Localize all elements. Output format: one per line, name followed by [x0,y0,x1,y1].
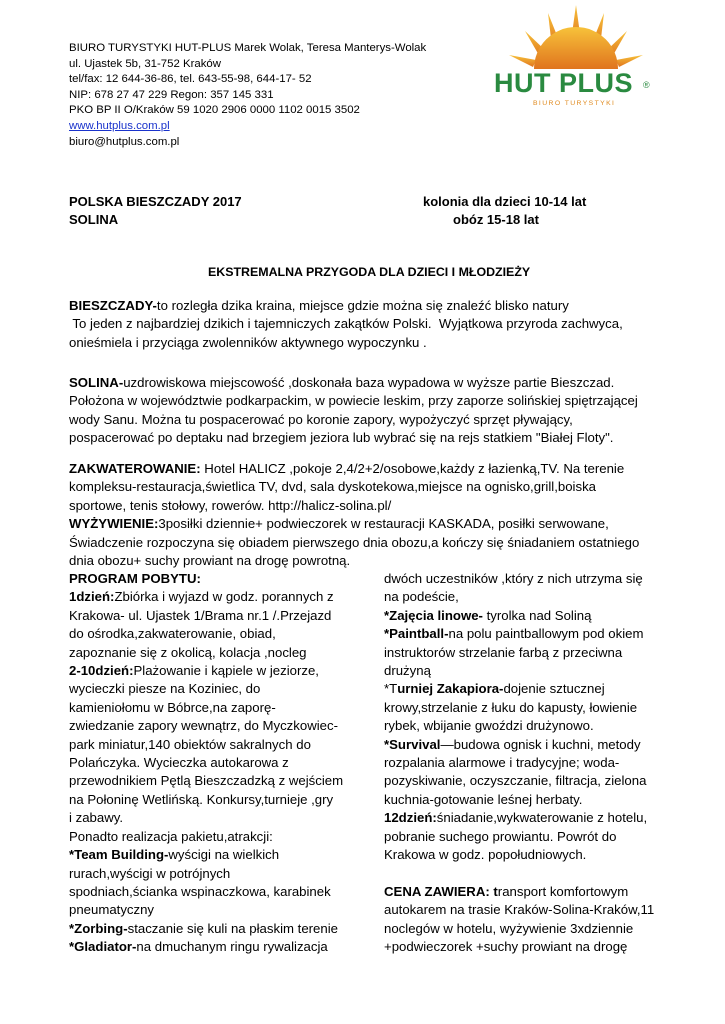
header-line: ul. Ujastek 5b, 31-752 Kraków [69,57,221,70]
text-line: noclegów w hotelu, wyżywienie 3xdziennie [384,920,634,936]
bieszczady-label: BIESZCZADY- [69,298,157,313]
trip-kolonia: kolonia dla dzieci 10-14 lat [423,194,587,209]
text-line: kuchnia-gotowanie leśnej herbaty. [384,791,583,807]
day-label: 2-10dzień: [69,663,134,679]
header-line: BIURO TURYSTYKI HUT-PLUS Marek Wolak, Teresa Manterys-Wolak [69,42,427,54]
header-line: PKO BP II O/Kraków 59 1020 2906 0000 1102 0015 3502 [69,104,360,117]
text-line: zapoznanie się z okolicą, kolacja ,nocleg [69,644,307,660]
text-line: Plażowanie i kąpiele w jeziorze, [133,663,319,679]
text-line: Zbiórka i wyjazd w godz. porannych z [114,589,334,605]
text-line: dwóch uczestników ,który z nich utrzyma się [384,571,643,586]
program-column [69,570,369,957]
text-line: instruktorów strzelanie farbą z przeciwna [384,644,623,660]
text-line: dnia obozu+ suchy prowiant na drogę powrotną. [69,553,351,569]
accommodation-label: ZAKWATEROWANIE: [69,461,201,476]
activity-label: *Zorbing- [69,920,128,936]
text-line: rurach,wyścigi w potrójnych [69,865,231,881]
text-line: to rozległa dzika kraina, miejsce gdzie można się znaleźć blisko natury [156,298,569,313]
text-line: pobranie suchego prowiantu. Powrót do [384,828,617,844]
header-line: NIP: 678 27 47 229 Regon: 357 145 331 [69,88,274,101]
price-label: CENA ZAWIERA: t [384,883,498,899]
text-line: na dmuchanym ringu rywalizacja [136,939,328,955]
day-label: 1dzień: [69,589,115,605]
email-text: biuro@hutplus.com.pl [69,135,180,148]
bieszczady-paragraph [69,297,669,352]
activity-label: *Zajęcia linowe- [384,607,483,623]
text-line: sportowe, tenis stołowy, rowerów. http://halicz-solina.pl/ [69,497,392,513]
text-line: dojenie sztucznej [503,681,605,697]
text-line: Krakowa w godz. popołudniowych. [384,847,587,863]
text-line: wycieczki piesze na Koziniec, do [69,681,261,697]
text-line: rybek, wbijanie gwoździ drużynowo. [384,718,594,734]
text-line: na polu paintballowym pod okiem [448,626,644,642]
text-line: kamieniołomu w Bóbrce,na zaporę- [69,699,276,715]
brand-subtitle: BIURO TURYSTYKI [533,100,616,107]
trip-location: SOLINA [69,212,119,227]
text-line: rozpalania alarmowe i tradycyjne; woda- [384,755,620,771]
text-line: kompleksu-restauracja,świetlica TV, dvd, sala dyskotekowa,miejsce na ognisko,grill,boiska [69,479,597,495]
text-line: *T [384,681,398,697]
text-line: 3posiłki dziennie+ podwieczorek w restauracji KASKADA, posiłki serwowane, [158,516,609,532]
text-line: do ośrodka,zakwaterowanie, obiad, [69,626,276,642]
text-line: To jeden z najbardziej dzikich i tajemniczych zakątków Polski. Wyjątkowa przyroda zachwyca, [69,316,623,332]
text-line: ransport komfortowym [497,883,629,899]
text-line: pozyskiwanie, oczyszczanie, filtracja, zielona [384,773,647,789]
text-line: onieśmiela i przyciąga zwolenników aktywnego wypoczynku . [69,334,427,350]
text-line: autokarem na trasie Kraków-Solina-Kraków,11 [384,902,655,918]
text-line: Krakowa- ul. Ujastek 1/Brama nr.1 /.Przejazd [69,607,332,623]
page-title: EKSTREMALNA PRZYGODA DLA DZIECI I MŁODZIEŻY [208,265,531,279]
text-line: Ponadto realizacja pakietu,atrakcji: [69,828,273,844]
activity-label: *Survival [384,736,441,752]
website-link[interactable]: www.hutplus.com.pl [69,119,170,132]
text-line: przewodnikiem Pętlą Bieszczadzką z wejściem [69,773,344,789]
header-line: tel/fax: 12 644-36-86, tel. 643-55-98, 644-17- 52 [69,73,312,86]
activity-label: *Paintball- [384,626,449,642]
activity-label: *Team Building- [69,847,169,863]
text-line: staczanie się kuli na płaskim terenie [127,920,338,936]
accommodation-paragraph [69,460,669,570]
brand-name: HUT PLUS [494,68,633,98]
text-line: wyścigi na wielkich [168,847,280,863]
text-line: tyrolka nad Soliną [482,607,592,623]
activity-label: *Gladiator- [69,939,137,955]
text-line: zwiedzanie zapory wewnątrz, do Myczkowiec- [69,718,338,734]
text-line: na podeście, [384,589,459,605]
text-line: śniadanie,wykwaterowanie z hotelu, [436,810,648,826]
solina-label: SOLINA- [69,375,124,390]
text-line: Położona w województwie podkarpackim, w powiecie leskim, przy zaporze solińskiej spiętrzającej [69,393,638,409]
activity-label: urniej Zakapiora- [397,681,504,697]
solina-paragraph [69,374,669,448]
day-label: 12dzień: [384,810,437,826]
agency-header [69,41,426,150]
text-line: park miniatur,140 obiektów sakralnych do [69,736,311,752]
text-line: Polańczyka. Wycieczka autokarowa z [69,755,289,771]
text-line: spodniach,ścianka wspinaczkowa, karabinek [69,883,331,899]
text-line: Hotel HALICZ ,pokoje 2,4/2+2/osobowe,każdy z łazienką,TV. Na terenie [200,461,625,476]
text-line: pospacerować po deptaku nad brzegiem jeziora lub wybrać się na rejs statkiem "Białej Floty". [69,430,614,446]
activities-column [384,570,674,957]
program-heading: PROGRAM POBYTU: [69,571,201,586]
text-line: +podwieczorek +suchy prowiant na drogę [384,939,628,955]
meals-label: WYŻYWIENIE: [69,516,159,532]
text-line: —budowa ognisk i kuchni, metody [440,736,641,752]
registered-mark: ® [643,80,650,90]
text-line: Świadczenie rozpoczyna się obiadem pierwszego dnia obozu,a kończy się śniadaniem ostatniego [69,534,640,550]
text-line: pneumatyczny [69,902,155,918]
trip-oboz: obóz 15-18 lat [453,212,539,227]
text-line: uzdrowiskowa miejscowość ,doskonała baza wypadowa w wyższe partie Bieszczad. [123,375,615,390]
text-line: drużyną [384,663,431,679]
trip-destination: POLSKA BIESZCZADY 2017 [69,194,242,209]
text-line: wody Sanu. Można tu pospacerować po koronie zapory, wypożyczyć sprzęt pływający, [69,411,573,427]
text-line: na Połoninę Wetlińską. Konkursy,turnieje ,gry [69,791,334,807]
text-line: krowy,strzelanie z łuku do kapusty, łowienie [384,699,638,715]
text-line: i zabawy. [69,810,123,826]
